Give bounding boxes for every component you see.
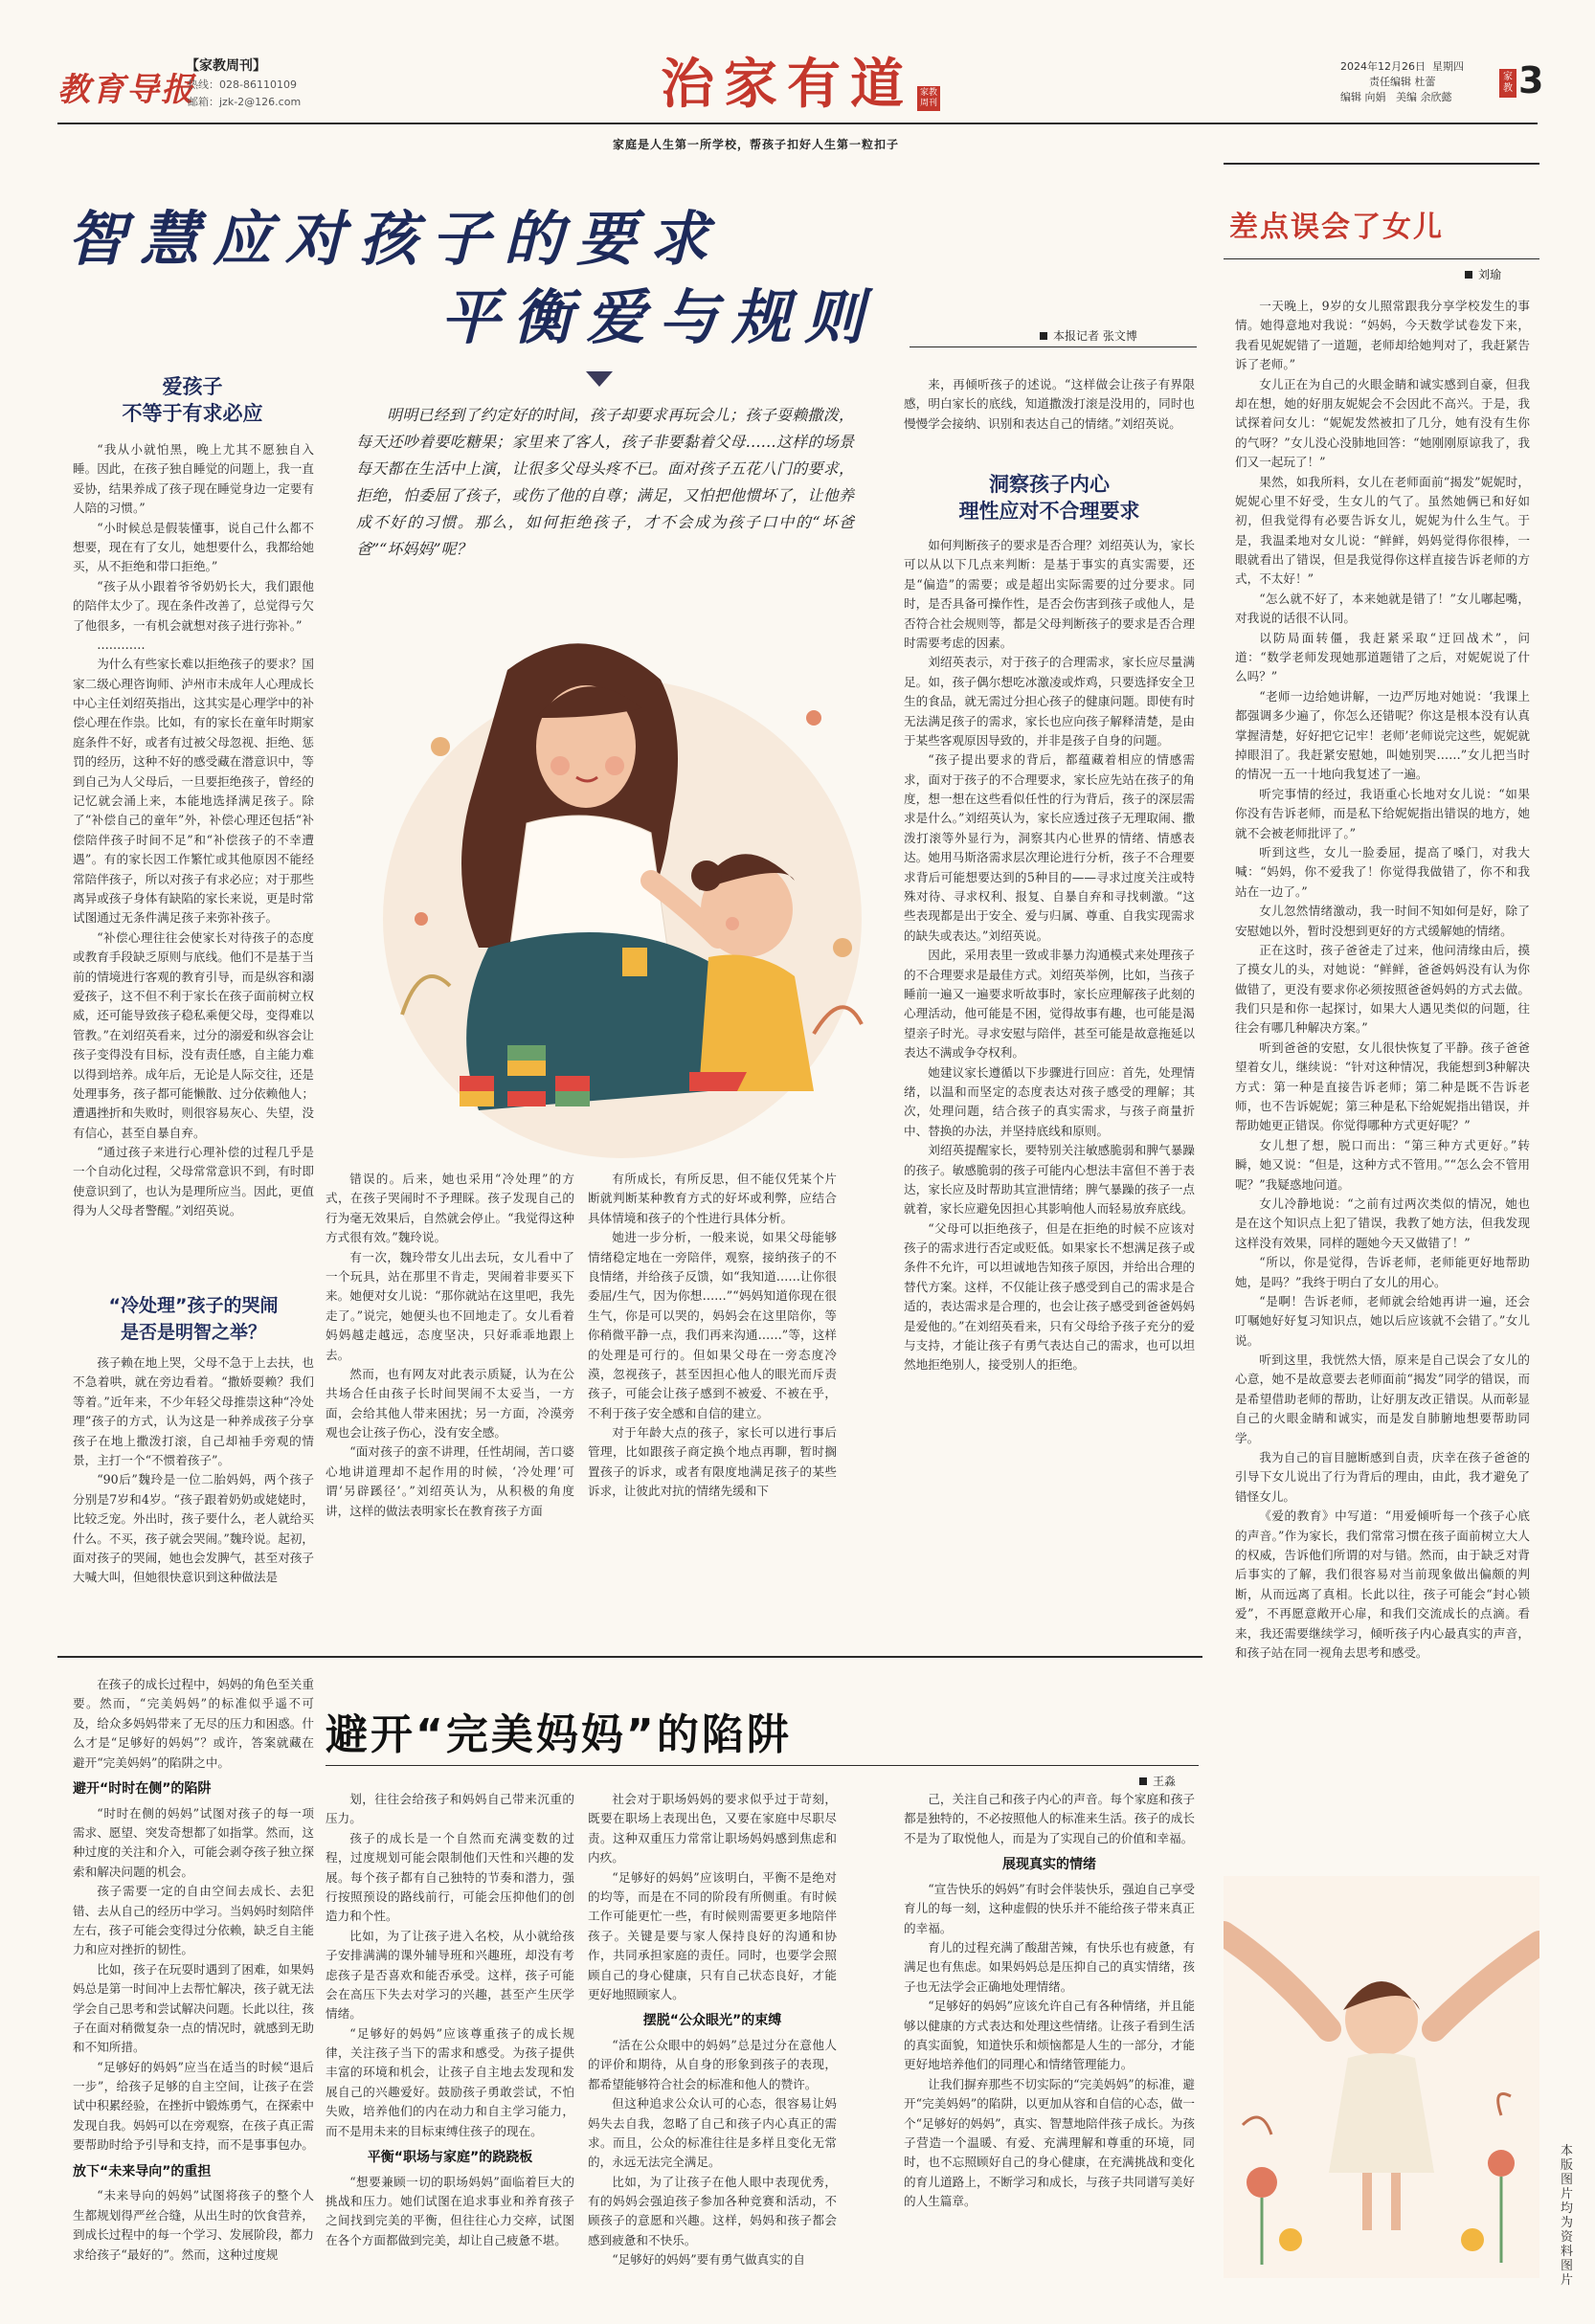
paragraph: 社会对于职场妈妈的要求似乎过于苛刻，既要在职场上表现出色，又要在家庭中尽职尽责。这种双重压力常常让职场妈妈感到焦虑和内疚。	[588, 1792, 837, 1866]
main-col1b	[73, 1353, 314, 1650]
edition-tag: 家教	[1499, 69, 1516, 98]
paragraph: 听完事情的经过，我语重心长地对女儿说：“如果你没有告诉老师，而是私下给妮妮指出错误的地方，她就不会被老师批评了。”	[1235, 786, 1530, 840]
right-byline	[1465, 266, 1501, 282]
page-number: 3	[1518, 59, 1544, 101]
paragraph: 孩子赖在地上哭，父母不急于上去扶，也不急着哄，就在旁边看着。“撒娇耍赖？我们等着。”近年来，不少年轻父母推崇这种“冷处理”孩子的方式，认为这是一种养成孩子分享孩子在地上撒泼打滚，自己却袖手旁观的情景，主打一个“不惯着孩子”。	[73, 1355, 314, 1467]
email-label: 邮箱：	[188, 96, 219, 108]
main-col3	[588, 1170, 837, 1648]
hotline: 028-86110109	[219, 78, 297, 91]
section3-heading-line1: 洞察孩子内心	[989, 473, 1110, 496]
paragraph: “面对孩子的蛮不讲理，任性胡闹，苦口婆心地讲道理却不起作用的时候，‘冷处理’可谓‘另辟蹊径’。”刘绍英认为，从积极的角度讲，这样的做法表明家长在教育孩子方面	[326, 1444, 574, 1518]
paragraph: 听到这些，女儿一脸委屈，提高了嗓门，对我大喊：“妈妈，你不爱我了！你觉得我做错了，你不和我站在一边了。”	[1235, 844, 1530, 899]
right-article-body	[1235, 297, 1530, 1866]
main-col4-top	[904, 375, 1195, 458]
paragraph: 她进一步分析，一般来说，如果父母能够情绪稳定地在一旁陪伴，观察，接纳孩子的不良情绪，并给孩子反馈，如“我知道……让你很委屈/生气，因为你想……”“妈妈知道你现在很生气，你是可以哭的，妈妈会在这里陪你，等你稍微平静一点，我们再来沟通……”等，这样的处理是可行的。但如果父母在一旁态度冷漠，忽视孩子，甚至因担心他人的眼光而斥责孩子，可能会让孩子感到不被爱、不被在乎，不利于孩子安全感和自信的建立。	[588, 1230, 837, 1420]
paragraph: “宣告快乐的妈妈”有时会伴装快乐，强迫自己享受育儿的每一刻，这种虚假的快乐并不能给孩子带来真正的幸福。	[904, 1881, 1195, 1935]
main-col4	[904, 536, 1195, 1650]
paragraph: “我从小就怕黑，晚上尤其不愿独自入睡。因此，在孩子独自睡觉的问题上，我一直妥协，结果养成了孩子现在睡觉身边一定要有人陪的习惯。”	[73, 442, 314, 516]
art-name: 余欣懿	[1420, 91, 1452, 103]
edit-name: 向娟	[1364, 91, 1386, 103]
paragraph: 刘绍英提醒家长，要特别关注敏感脆弱和脾气暴躁的孩子。敏感脆弱的孩子可能内心想法丰富但不善于表达，家长应及时帮助其宣泄情绪；脾气暴躁的孩子一点就着，家长应避免因担心其影响他人而轻易放弃底线。	[904, 1143, 1195, 1217]
section2-heading	[73, 1292, 314, 1346]
paragraph: 育儿的过程充满了酸甜苦辣，有快乐也有疲惫，有满足也有焦虑。如果妈妈总是压抑自己的真实情绪，孩子也无法学会正确地处理情绪。	[904, 1940, 1195, 1994]
masthead-rule	[57, 123, 1538, 124]
paragraph: “足够好的妈妈”应该尊重孩子的成长规律，关注孩子当下的需求和感受。为孩子提供丰富的环境和机会，让孩子自主地去发现和发展自己的兴趣爱好。鼓励孩子勇敢尝试，不怕失败，培养他们的内在动力和自主学习能力，而不是用未来的目标束缚住孩子的现在。	[326, 2025, 574, 2138]
paragraph: 比如，为了让孩子在他人眼中表现优秀，有的妈妈会强迫孩子参加各种竞赛和活动，不顾孩子的意愿和兴趣。这样，妈妈和孩子都会感到疲惫和不快乐。	[588, 2174, 837, 2247]
paragraph: 女儿正在为自己的火眼金睛和诚实感到自豪，但我却在想，她的好朋友妮妮会不会因此不高兴。于是，我试探着问女儿：“妮妮发然被扣了几分，她有没有生你的气呀？”女儿没心没肺地回答：“她刚刚原谅我了，我们又一起玩了！”	[1235, 376, 1530, 470]
bottom-subheading-1: 避开“时时在侧”的陷阱	[73, 1780, 212, 1797]
paragraph: 我为自己的盲目臆断感到自责，庆幸在孩子爸爸的引导下女儿说出了行为背后的理由，由此，我才避免了错怪女儿。	[1235, 1450, 1530, 1504]
bottom-byline-text: 王淼	[1153, 1775, 1177, 1788]
paragraph: 比如，为了让孩子进入名校，从小就给孩子安排满满的课外辅导班和兴趣班，却没有考虑孩子是否喜欢和能否承受。这样，孩子可能会在高压下失去对学习的兴趣，甚至产生厌学情绪。	[326, 1928, 574, 2022]
issue-weekday: 星期四	[1432, 60, 1464, 73]
bottom-subheading-2: 放下“未来导向”的重担	[73, 2163, 212, 2179]
contact-block	[188, 77, 301, 111]
page-title: 治家有道	[661, 53, 913, 116]
paragraph: “足够好的妈妈”要有勇气做真实的自	[612, 2252, 805, 2268]
paragraph: “时时在侧的妈妈”试图对孩子的每一项需求、愿望、突发奇想都了如指掌。然而，这种过度的关注和介入，可能会剥夺孩子独立探索和解决问题的机会。	[73, 1805, 314, 1879]
section2-heading-line1: “冷处理”孩子的哭闹	[108, 1295, 279, 1316]
paragraph: 来，再倾听孩子的述说。“这样做会让孩子有界限感，明白家长的底线，知道撒泼打滚是没用的，同时也慢慢学会接纳、识别和表达自己的情绪。”刘绍英说。	[904, 377, 1195, 431]
paragraph: …………	[97, 637, 146, 652]
paragraph: “足够好的妈妈”应该允许自己有各种情绪，并且能够以健康的方式表达和处理这些情绪。让孩子看到生活的真实面貌，知道快乐和烦恼都是人生的一部分，才能更好地培养他们的同理心和情绪管理能力。	[904, 1999, 1195, 2072]
paragraph: 女儿忽然情绪激动，我一时间不知如何是好，除了安慰她以外，暂时没想到更好的方式缓解她的情绪。	[1235, 904, 1530, 938]
mother-daughter-illustration	[364, 632, 881, 1158]
paragraph: 她建议家长遵循以下步骤进行回应：首先，处理情绪，以温和而坚定的态度表达对孩子感受的理解；其次，处理问题，结合孩子的真实需求，与孩子商量折中、替换的办法，并坚持底线和原则。	[904, 1064, 1195, 1138]
email: jzk-2@126.com	[219, 96, 302, 108]
paragraph: 对于年龄大点的孩子，家长可以进行事后管理，比如跟孩子商定换个地点再聊，暂时搁置孩子的诉求，或者有限度地满足孩子的某些诉求，让彼此对抗的情绪先缓和下	[588, 1425, 837, 1499]
paragraph: 为什么有些家长难以拒绝孩子的要求？国家二级心理咨询师、泸州市未成年人心理成长中心主任刘绍英指出，这其实是心理学中的补偿心理在作祟。比如，有的家长在童年时期家庭条件不好，或者有过被父母忽视、拒绝、惩罚的经历，这种不好的感受藏在潜意识中，等到自己为人父母后，一旦要拒绝孩子，曾经的记忆就会涌上来，本能地选择满足孩子。除了“补偿自己的童年”外，补偿心理还包括“补偿陪伴孩子时间不足”和“补偿孩子的不幸遭遇”。有的家长因工作繁忙或其他原因不能经常陪伴孩子，所以对孩子有求必应；对于那些离异或孩子身体有缺陷的家长来说，更是时常试图通过无条件满足孩子来弥补孩子。	[73, 657, 314, 926]
paragraph: 听到爸爸的安慰，女儿很快恢复了平静。孩子爸爸望着女儿，继续说：“针对这种情况，我能想到3种解决方式：第一种是直接告诉老师；第二种是既不告诉老师，也不告诉妮妮；第三种是私下给妮妮指出错误，并帮助她更正错误。你觉得哪种方式更好呢？”	[1235, 1039, 1530, 1133]
bottom-col4	[904, 1790, 1195, 2288]
right-title-rule	[1224, 258, 1539, 259]
right-article	[1224, 163, 1539, 2288]
bottom-subheading-3: 平衡“职场与家庭”的跷跷板	[367, 2150, 533, 2166]
paragraph: 在孩子的成长过程中，妈妈的角色至关重要。然而，“完美妈妈”的标准似乎遥不可及，给众多妈妈带来了无尽的压力和困惑。什么才是“足够好的妈妈”？或许，答案就藏在避开“完美妈妈”的陷阱之中。	[73, 1677, 314, 1770]
paragraph: 有一次，魏玲带女儿出去玩，女儿看中了一个玩具，站在那里不肯走，哭闹着非要买下来。她便对女儿说：“那你就站在这里吧，我先走了。”说完，她便头也不回地走了。女儿看着妈妈越走越远，态度坚决，只好乖乖地跟上去。	[326, 1249, 574, 1362]
section1-heading-line2: 不等于有求必应	[122, 402, 263, 425]
bottom-subheading-5: 展现真实的情绪	[1002, 1857, 1096, 1873]
paragraph: 刘绍英表示，对于孩子的合理需求，家长应尽量满足。如，孩子偶尔想吃冰激凌或炸鸡，只要选择安全卫生的食品，就无需过分担心孩子的健康问题。即使有时无法满足孩子的需求，家长也应向孩子解释清楚，是由于某些客观原因导致的，并非是孩子自身的问题。	[904, 655, 1195, 748]
paragraph: “老师一边给她讲解，一边严厉地对她说：‘我课上都强调多少遍了，你怎么还错呢？你这是根本没有认真掌握清楚，好好把它记牢！老师’老师说完这些，妮妮就掉眼泪了。我赶紧安慰她，叫她别哭……”女儿把当时的情况一五一十地向我复述了一遍。	[1235, 688, 1530, 782]
issue-info	[1340, 59, 1464, 105]
art-label: 美编	[1396, 91, 1417, 103]
bottom-article-top-rule	[57, 1656, 1202, 1658]
photo-source-note: 本版图片均为资料图片	[1561, 2144, 1574, 2288]
right-article-top-rule	[1224, 163, 1539, 165]
paragraph: 划，往往会给孩子和妈妈自己带来沉重的压力。	[326, 1792, 574, 1826]
section3-heading	[904, 471, 1195, 525]
paragraph: 正在这时，孩子爸爸走了过来，他问清缘由后，摸了摸女儿的头，对她说：“鲜鲜，爸爸妈妈没有认为你做错了，更没有要求你必须按照爸爸妈妈的方式去做。我们只是和你一起探讨，如果大人遇见类似的问题，往往会有哪几种解决方案。”	[1235, 942, 1530, 1036]
paragraph: “想要兼顾一切的职场妈妈”面临着巨大的挑战和压力。她们试图在追求事业和养育孩子之间找到完美的平衡，但往往心力交瘁，试图在各个方面都做到完美，却让自己疲惫不堪。	[326, 2174, 574, 2247]
paragraph: 有所成长，有所反思，但不能仅凭某个片断就判断某种教育方式的好坏或利弊，应结合具体情境和孩子的个性进行具体分析。	[588, 1172, 837, 1225]
paragraph: 让我们摒弃那些不切实际的“完美妈妈”的标准，避开“完美妈妈”的陷阱，以更加从容和自信的心态，做一个“足够好的妈妈”，真实、智慧地陪伴孩子成长。为孩子营造一个温暖、有爱、充满理解和尊重的环境，同时，也不忘照顾好自己的身心健康，在充满挑战和变化的育儿道路上，不断学习和成长，与孩子共同谱写美好的人生篇章。	[904, 2076, 1195, 2209]
paragraph: 果然，如我所料，女儿在老师面前“揭发”妮妮时，妮妮心里不好受，生女儿的气了。虽然她俩已和好如初，但我觉得有必要告诉女儿，妮妮为什么生气。于是，我温柔地对女儿说：“鲜鲜，妈妈觉得你很棒，一眼就看出了错误，但是我觉得你这样直接告诉老师的方式，不太好！”	[1235, 474, 1530, 587]
paper-name: 教育导报	[57, 71, 195, 109]
section1-heading-line1: 爱孩子	[162, 375, 223, 398]
paragraph: 女儿想了想，脱口而出：“第三种方式更好。”转瞬，她又说：“但是，这种方式不管用。”“怎么会不管用呢？”我疑惑地问道。	[1235, 1137, 1530, 1192]
paragraph: “补偿心理往往会使家长对待孩子的态度或教育手段缺乏原则与底线。他们不是基于当前的情境进行客观的教育引导，而是纵容和溺爱孩子，这不但不利于家长在孩子面前树立权威，还可能导致孩子稳私乘便父母，变得难以管教。”在刘绍英看来，过分的溺爱和纵容会让孩子变得没有目标，没有责任感，自主能力难以得到培养。成年后，无论是人际交往，还是处理事务，孩子都可能懒散、过分依赖他人；遭遇挫折和失败时，则很容易灰心、失望，没有信心，甚至自暴自弃。	[73, 929, 314, 1140]
headline-line2: 平衡爱与规则	[440, 282, 878, 352]
bottom-title-rule	[326, 1765, 1199, 1766]
main-byline-text: 本报记者 张文博	[1053, 329, 1137, 343]
paragraph: 但这种追求公众认可的心态，很容易让妈妈失去自我，忽略了自己和孩子内心真正的需求。而且，公众的标准往往是多样且变化无常的，永远无法完全满足。	[588, 2096, 837, 2170]
paragraph: 错误的。后来，她也采用“冷处理”的方式，在孩子哭闹时不予理睬。孩子发现自己的行为毫无效果后，自然就会停止。“我觉得这种方式很有效。”魏玲说。	[326, 1172, 574, 1245]
right-byline-text: 刘瑜	[1478, 268, 1502, 281]
paragraph: 以防局面转僵，我赶紧采取“迂回战术”，问道：“数学老师发现她那道题错了之后，对妮妮说了什么吗？”	[1235, 630, 1530, 684]
girl-holding-hands-illustration	[1224, 1876, 1539, 2278]
girl-holding-hands-drawing	[1224, 1876, 1539, 2278]
bottom-col3	[588, 1790, 837, 2288]
paragraph: “孩子从小跟着爷爷奶奶长大，我们跟他的陪伴太少了。现在条件改善了，总觉得亏欠了他很多，一有机会就想对孩子进行弥补。”	[73, 578, 314, 633]
bottom-byline	[1139, 1773, 1176, 1789]
page-title-stamp: 家教周刊	[917, 86, 940, 111]
section2-heading-line2: 是否是明智之举？	[120, 1322, 266, 1343]
paragraph: “未来导向的妈妈”试图将孩子的整个人生都规划得严丝合缝，从出生时的饮食营养，到成长过程中的每一个学习、发展阶段，都力求给孩子“最好的”。然而，这种过度规	[73, 2188, 314, 2262]
bottom-col2	[326, 1790, 574, 2288]
paragraph: “父母可以拒绝孩子，但是在拒绝的时候不应该对孩子的需求进行否定或贬低。如果家长不想满足孩子或条件不允许，可以坦诚地告知孩子原因，并给出合理的替代方案。这样，不仅能让孩子感受到自己的需求是合适的，表达需求是合理的，也会让孩子感受到爸爸妈妈是爱他的。”在刘绍英看来，只有父母给予孩子充分的爱与支持，才能让孩子有勇气表达自己的需求，也可以坦然地拒绝别人，接受别人的拒绝。	[904, 1220, 1195, 1373]
edit-label: 编辑	[1340, 91, 1361, 103]
section3-heading-line2: 理性应对不合理要求	[958, 500, 1140, 523]
paragraph: “通过孩子来进行心理补偿的过程几乎是一个自动化过程，父母常常意识不到，有时即使意识到了，也认为是理所应当。因此，更值得为人父母者警醒。”刘绍英说。	[73, 1145, 314, 1218]
paragraph: “是啊！告诉老师，老师就会给她再讲一遍，还会叮嘱她好好复习知识点，她以后应该就不会错了。”女儿说。	[1235, 1293, 1530, 1348]
slogan: 家庭是人生第一所学校，帮孩子扣好人生第一粒扣子	[613, 138, 900, 151]
paragraph: 比如，孩子在玩耍时遇到了困难，如果妈妈总是第一时间冲上去帮忙解决，孩子就无法学会自己思考和尝试解决问题。长此以往，孩子在面对稍微复杂一点的情况时，就感到无助和不知所措。	[73, 1961, 314, 2055]
paragraph: 然而，也有网友对此表示质疑，认为在公共场合任由孩子长时间哭闹不太妥当，一方面，会给其他人带来困扰；另一方面，冷漠旁观也会让孩子伤心，没有安全感。	[326, 1366, 574, 1441]
issue-date: 2024年12月26日	[1340, 60, 1426, 73]
paragraph: 因此，采用表里一致或非暴力沟通模式来处理孩子的不合理要求是最佳方式。刘绍英举例，比如，当孩子睡前一遍又一遍要求听故事时，家长应理解孩子此刻的心理活动，他可能是不困，觉得故事有趣，也可能是渴望亲子时光。寻求安慰与陪伴，甚至可能是故意拖延以表达不满或争夺权利。	[904, 948, 1195, 1061]
hotline-label: 热线：	[188, 78, 219, 91]
paragraph: 听到这里，我恍然大悟，原来是自己误会了女儿的心意，她不是故意要去老师面前“揭发”同学的错误，而是希望借助老师的帮助，让好朋友改正错误。从而彰显自己的火眼金睛和诚实，而是发自肺腑地想要帮助同学。	[1235, 1352, 1530, 1445]
paragraph: “孩子提出要求的背后，都蕴藏着相应的情感需求，面对于孩子的不合理要求，家长应先站在孩子的角度，想一想在这些看似任性的行为背后，孩子的深层需求是什么。”刘绍英认为，家长应透过孩子无理取闹、撒泼打滚等外显行为，洞察其内心世界的情绪、情感表达。她用马斯洛需求层次理论进行分析，孩子不合理要求背后可能想要达到的5种目的——寻求过度关注或特殊对待、寻求权利、报复、自暴自弃和寻找刺激。“这些表现都是出于安全、爱与归属、尊重、自我实现需求的缺失或表达。”刘绍英说。	[904, 752, 1195, 943]
paragraph: “小时候总是假装懂事，说自己什么都不想要，现在有了女儿，她想要什么，我都给她买，从不拒绝和带口拒绝。”	[73, 520, 314, 574]
paragraph: 一天晚上，9岁的女儿照常跟我分享学校发生的事情。她得意地对我说：“妈妈，今天数学试卷发下来，我看见妮妮错了一道题，老师却给她判对了，我赶紧告诉了老师。”	[1235, 299, 1530, 372]
paragraph: “足够好的妈妈”应该明白，平衡不是绝对的均等，而是在不同的阶段有所侧重。有时候工作可能更忙一些，有时候则需要更多地陪伴孩子。关键是要与家人保持良好的沟通和协作，共同承担家庭的责任。同时，也要学会照顾自己的身心健康，只有自己状态良好，才能更好地照顾家人。	[588, 1869, 837, 2001]
paragraph: 孩子需要一定的自由空间去成长、去犯错、去从自己的经历中学习。当妈妈时刻陪伴左右，孩子可能会变得过分依赖，缺乏自主能力和应对挫折的韧性。	[73, 1884, 314, 1957]
paragraph: 《爱的教育》中写道：“用爱倾听每一个孩子心底的声音。”作为家长，我们常常习惯在孩子面前树立大人的权威，告诉他们所谓的对与错。然而，由于缺乏对背后事实的了解，我们很容易对当前现象做出偏颇的判断，从而远离了真相。长此以往，孩子可能会“封心锁爱”，不再愿意敞开心扉，和我们交流成长的点滴。看来，我还需要继续学习，倾听孩子内心最真实的声音，和孩子站在同一视角去思考和感受。	[1235, 1508, 1530, 1660]
paragraph: “足够好的妈妈”应当在适当的时候“退后一步”，给孩子足够的自主空间，让孩子在尝试中积累经验，在挫折中锻炼勇气，在探索中发现自我。妈妈可以在旁观察，在孩子真正需要帮助时给予引导和支持，而不是事事包办。	[73, 2059, 314, 2153]
paragraph: “怎么就不好了，本来她就是错了！”女儿嘟起嘴，对我说的话很不认同。	[1235, 591, 1530, 626]
section1-heading	[73, 373, 312, 427]
bottom-subheading-4: 摆脱“公众眼光”的束缚	[642, 2013, 782, 2029]
down-arrow-icon	[586, 371, 613, 387]
bottom-col1	[73, 1675, 314, 2288]
main-col1	[73, 440, 314, 1283]
editor-label: 责任编辑	[1369, 76, 1411, 88]
main-headline	[57, 182, 919, 352]
headline-line1: 智慧应对孩子的要求	[67, 204, 723, 274]
paragraph: “所以，你是觉得，告诉老师，老师能更好地帮助她，是吗？”我终于明白了女儿的用心。	[1235, 1255, 1530, 1289]
main-col2	[326, 1170, 574, 1648]
mother-daughter-drawing	[364, 632, 881, 1158]
paragraph: “90后”魏玲是一位二胎妈妈，两个孩子分别是7岁和4岁。“孩子跟着奶奶或姥姥时，比较乏宠。外出时，孩子要什么，老人就给买什么。不买，孩子就会哭闹。”魏玲说。起初，面对孩子的哭闹，她也会发脾气，甚至对孩子大喊大叫，但她很快意识到这种做法是	[73, 1472, 314, 1585]
editor-name: 杜蕾	[1414, 76, 1436, 88]
section-tag: 【家教周刊】	[186, 58, 266, 74]
paragraph: 如何判断孩子的要求是否合理？刘绍英认为，家长可以从以下几点来判断：是基于事实的真实需要，还是“偏造”的需要；或是超出实际需要的过分要求。同时，是否具备可操作性，是否会伤害到孩子或他人，是否符合社会规则等，都是父母判断孩子的要求是否合理时需要考虑的因素。	[904, 538, 1195, 650]
main-lead: 明明已经到了约定好的时间，孩子却要求再玩会儿；孩子耍赖撒泼，每天还吵着要吃糖果；家里来了客人，孩子非要黏着父母……这样的场景每天都在生活中上演，让很多父母头疼不已。面对孩子五花八门的要求，拒绝，怕委屈了孩子，或伤了他的自尊；满足，又怕把他惯坏了，让他养成不好的习惯。那么，如何拒绝孩子，才不会成为孩子口中的“坏爸爸”“坏妈妈”呢？	[356, 406, 854, 558]
bottom-article-title: 避开“完美妈妈”的陷阱	[326, 1710, 792, 1759]
paragraph: 己，关注自己和孩子内心的声音。每个家庭和孩子都是独特的，不必按照他人的标准来生活。孩子的成长不是为了取悦他人，而是为了实现自己的价值和幸福。	[904, 1792, 1195, 1845]
byline-rule	[910, 346, 1197, 347]
paragraph: 女儿冷静地说：“之前有过两次类似的情况，她也是在这个知识点上犯了错误，我教了她方法，但我发现这样没有效果，同样的题她今天又做错了！”	[1235, 1196, 1530, 1250]
right-article-title: 差点误会了女儿	[1229, 211, 1444, 244]
main-byline	[1040, 327, 1137, 344]
paragraph: “活在公众眼中的妈妈”总是过分在意他人的评价和期待，从自身的形象到孩子的表现，都希望能够符合社会的标准和他人的赞许。	[588, 2037, 837, 2091]
paragraph: 孩子的成长是一个自然而充满变数的过程，过度规划可能会限制他们天性和兴趣的发展。每个孩子都有自己独特的节奏和潜力，强行按照预设的路线前行，可能会压抑他们的创造力和个性。	[326, 1830, 574, 1924]
masthead	[0, 0, 1595, 151]
